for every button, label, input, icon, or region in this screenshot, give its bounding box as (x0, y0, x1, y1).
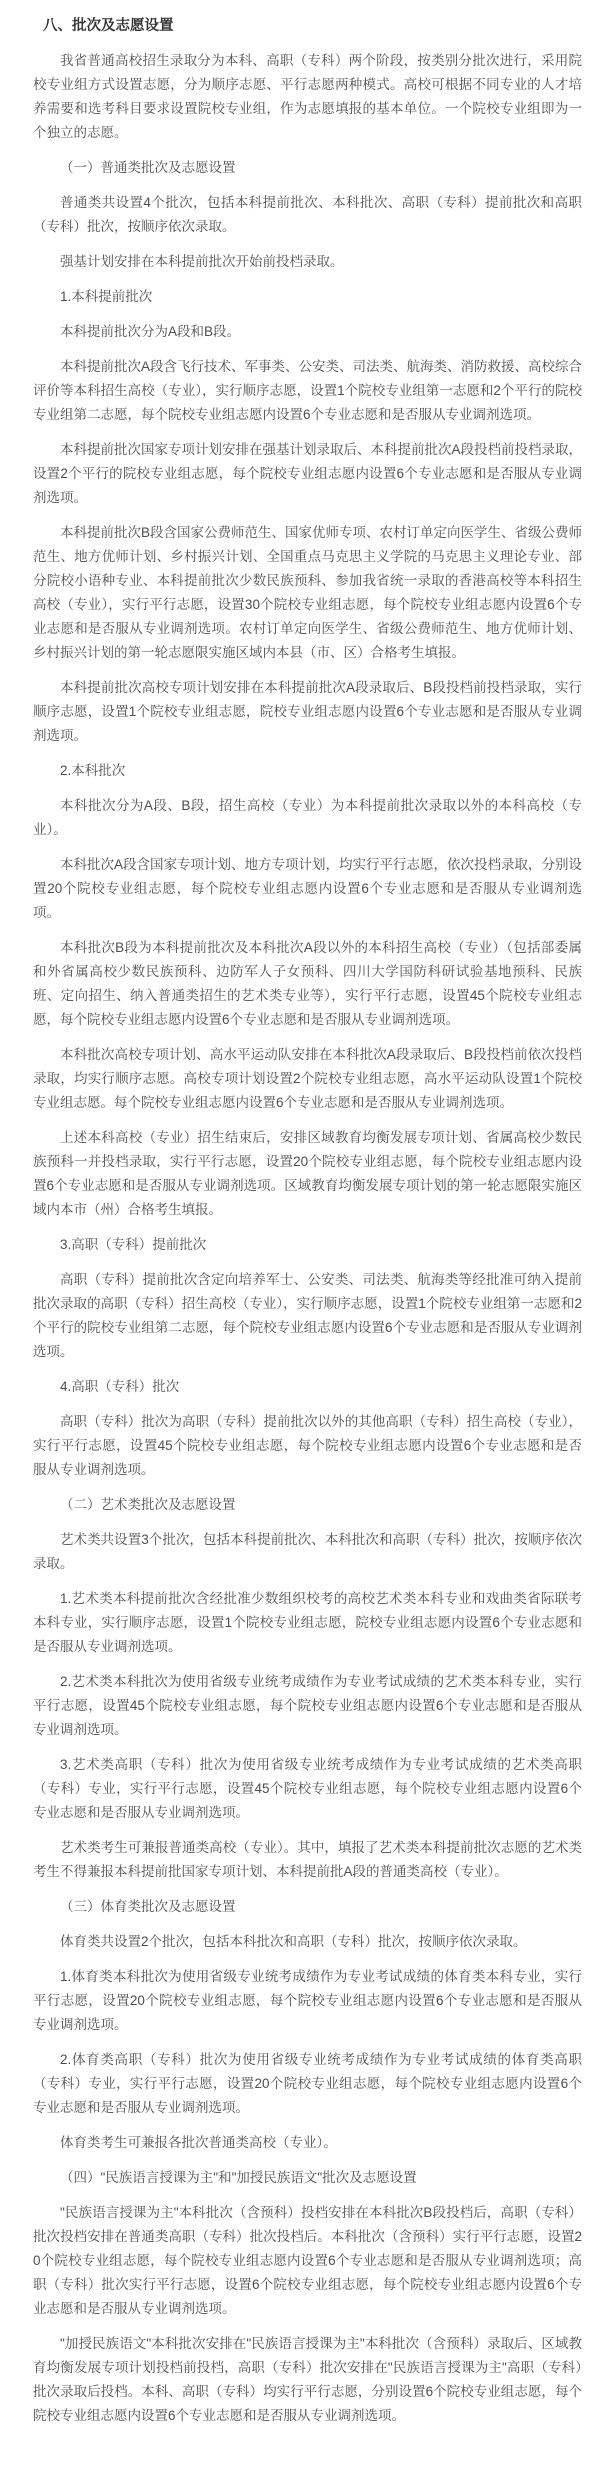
paragraph: 本科提前批次高校专项计划安排在本科提前批次A段录取后、B段投档前投档录取，实行顺序志愿，设置1个院校专业组志愿，院校专业组志愿内设置6个专业志愿和是否服从专业调剂选项。 (33, 680, 582, 743)
paragraph: 本科批次B段为本科提前批次及本科批次A段以外的本科招生高校（专业）（包括部委属和外省属高校少数民族预科、边防军人子女预科、四川大学国防科研试验基地预科、民族班、定向招生、纳入普通类招生的艺术类专业等），实行平行志愿，设置45个院校专业组志愿，每个院校专业组志愿内设置6个专业志愿和是否服从专业调剂选项。 (33, 940, 582, 1027)
paragraph: 我省普通高校招生录取分为本科、高职（专科）两个阶段，按类别分批次进行，采用院校专业组方式设置志愿，分为顺序志愿、平行志愿两种模式。高校可根据不同专业的人才培养需要和选考科目要求设置院校专业组，作为志愿填报的基本单位。一个院校专业组即为一个独立的志愿。 (33, 53, 582, 140)
paragraph: 2.本科批次 (60, 763, 126, 778)
paragraph: 普通类共设置4个批次，包括本科提前批次、本科批次、高职（专科）提前批次和高职（专科）批次，按顺序依次录取。 (33, 195, 582, 234)
paragraph: "民族语言授课为主"本科批次（含预科）投档安排在本科批次B段投档后，高职（专科）批次投档安排在普通类高职（专科）批次投档后。本科批次（含预科）实行平行志愿，设置20个院校专业组志愿，每个院校专业组志愿内设置6个专业志愿和是否服从专业调剂选项；高职（专科）批次实行平行志愿，设置6个院校专业组志愿，每个院校专业组志愿内设置6个专业志愿和是否服从专业调剂选项。 (33, 2205, 582, 2316)
paragraph: 1.体育类本科批次为使用省级专业统考成绩作为专业考试成绩的体育类本科专业，实行平行志愿，设置20个院校专业组志愿，每个院校专业组志愿内设置6个专业志愿和是否服从专业调剂选项。 (33, 1969, 582, 2032)
paragraph: 艺术类考生可兼报普通类高校（专业）。其中，填报了艺术类本科提前批次志愿的艺术类考生不得兼报本科提前批国家专项计划、本科提前批A段的普通类高校（专业）。 (33, 1840, 582, 1879)
paragraph: 1.本科提前批次 (60, 289, 153, 304)
paragraph-list (33, 49, 582, 2428)
paragraph: 本科提前批次A段含飞行技术、军事类、公安类、司法类、航海类、消防救援、高校综合评价等本科招生高校（专业），实行顺序志愿，设置1个院校专业组第一志愿和2个平行的院校专业组第二志愿，每个院校专业组志愿内设置6个专业志愿和是否服从专业调剂选项。 (33, 359, 583, 422)
paragraph: 2.艺术类本科批次为使用省级专业统考成绩作为专业考试成绩的艺术类本科专业，实行平行志愿，设置45个院校专业组志愿，每个院校专业组志愿内设置6个专业志愿和是否服从专业调剂选项。 (33, 1674, 582, 1737)
paragraph: "加授民族语文"本科批次安排在"民族语言授课为主"本科批次（含预科）录取后、区域教育均衡发展专项计划投档前投档，高职（专科）批次安排在"民族语言授课为主"高职（专科）批次录取后投档。本科、高职（专科）均实行平行志愿，分别设置6个院校专业组志愿，每个院校专业组志愿内设置6个专业志愿和是否服从专业调剂选项。 (33, 2336, 582, 2423)
paragraph: 4.高职（专科）批次 (60, 1379, 180, 1394)
paragraph: （二）艺术类批次及志愿设置 (60, 1497, 236, 1512)
paragraph: 强基计划安排在本科提前批次开始前投档录取。 (60, 254, 344, 269)
paragraph: 2.体育类高职（专科）批次为使用省级专业统考成绩作为专业考试成绩的体育类高职（专科）专业，实行平行志愿，设置20个院校专业组志愿，每个院校专业组志愿内设置6个专业志愿和是否服从专业调剂选项。 (33, 2052, 582, 2115)
paragraph: 1.艺术类本科提前批次含经批准少数组织校考的高校艺术类本科专业和戏曲类省际联考本科专业，实行顺序志愿，设置1个院校专业组志愿，院校专业组志愿内设置6个专业志愿和是否服从专业调剂选项。 (33, 1591, 582, 1654)
paragraph: 本科提前批次B段含国家公费师范生、国家优师专项、农村订单定向医学生、省级公费师范生、地方优师计划、乡村振兴计划、全国重点马克思主义学院的马克思主义理论专业、部分院校小语种专业、本科提前批次少数民族预科、参加我省统一录取的香港高校等本科招生高校（专业），实行平行志愿，设置30个院校专业组志愿，每个院校专业组志愿内设置6个专业志愿和是否服从专业调剂选项。农村订单定向医学生、省级公费师范生、地方优师计划、乡村振兴计划的第一轮志愿限实施区域内本县（市、区）合格考生填报。 (33, 525, 583, 660)
paragraph: 上述本科高校（专业）招生结束后，安排区域教育均衡发展专项计划、省属高校少数民族预科一并投档录取，实行平行志愿，设置20个院校专业组志愿，每个院校专业组志愿内设置6个专业志愿和是否服从专业调剂选项。区域教育均衡发展专项计划的第一轮志愿限实施区域内本市（州）合格考生填报。 (33, 1130, 582, 1217)
paragraph: 本科提前批次国家专项计划安排在强基计划录取后、本科提前批次A段投档前投档录取，设置2个平行的院校专业组志愿，每个院校专业组志愿内设置6个专业志愿和是否服从专业调剂选项。 (33, 442, 583, 505)
paragraph: 3.高职（专科）提前批次 (60, 1237, 207, 1252)
paragraph: 3.艺术类高职（专科）批次为使用省级专业统考成绩作为专业考试成绩的艺术类高职（专科）专业，实行平行志愿，设置45个院校专业组志愿，每个院校专业组志愿内设置6个专业志愿和是否服从专业调剂选项。 (33, 1757, 582, 1820)
paragraph: 体育类考生可兼报各批次普通类高校（专业）。 (60, 2135, 337, 2150)
paragraph: 本科提前批次分为A段和B段。 (60, 324, 241, 339)
paragraph: 本科批次高校专项计划、高水平运动队安排在本科批次A段录取后、B段投档前依次投档录取，均实行顺序志愿。高校专项计划设置2个院校专业组志愿，高水平运动队设置1个院校专业组志愿。每个院校专业组志愿内设置6个专业志愿和是否服从专业调剂选项。 (33, 1047, 582, 1110)
paragraph: 高职（专科）提前批次含定向培养军士、公安类、司法类、航海类等经批准可纳入提前批次录取的高职（专科）招生高校（专业），实行顺序志愿，设置1个院校专业组第一志愿和2个平行的院校专业组第二志愿，每个院校专业组志愿内设置6个专业志愿和是否服从专业调剂选项。 (33, 1272, 582, 1359)
paragraph: 本科批次A段含国家专项计划、地方专项计划，均实行平行志愿，依次投档录取，分别设置20个院校专业组志愿，每个院校专业组志愿内设置6个专业志愿和是否服从专业调剂选项。 (33, 857, 583, 920)
paragraph: （一）普通类批次及志愿设置 (60, 160, 236, 175)
document-title: 八、批次及志愿设置 (43, 18, 174, 34)
paragraph: 高职（专科）批次为高职（专科）提前批次以外的其他高职（专科）招生高校（专业），实行平行志愿，设置45个院校专业组志愿，每个院校专业组志愿内设置6个专业志愿和是否服从专业调剂选项。 (33, 1414, 582, 1477)
paragraph: 艺术类共设置3个批次，包括本科提前批次、本科批次和高职（专科）批次，按顺序依次录取。 (33, 1532, 582, 1571)
paragraph: 体育类共设置2个批次，包括本科批次和高职（专科）批次，按顺序依次录取。 (60, 1934, 527, 1949)
paragraph: （四）"民族语言授课为主"和"加授民族语文"批次及志愿设置 (60, 2170, 417, 2185)
paragraph: （三）体育类批次及志愿设置 (60, 1899, 236, 1914)
paragraph: 本科批次分为A段、B段，招生高校（专业）为本科提前批次录取以外的本科高校（专业）。 (33, 798, 582, 837)
